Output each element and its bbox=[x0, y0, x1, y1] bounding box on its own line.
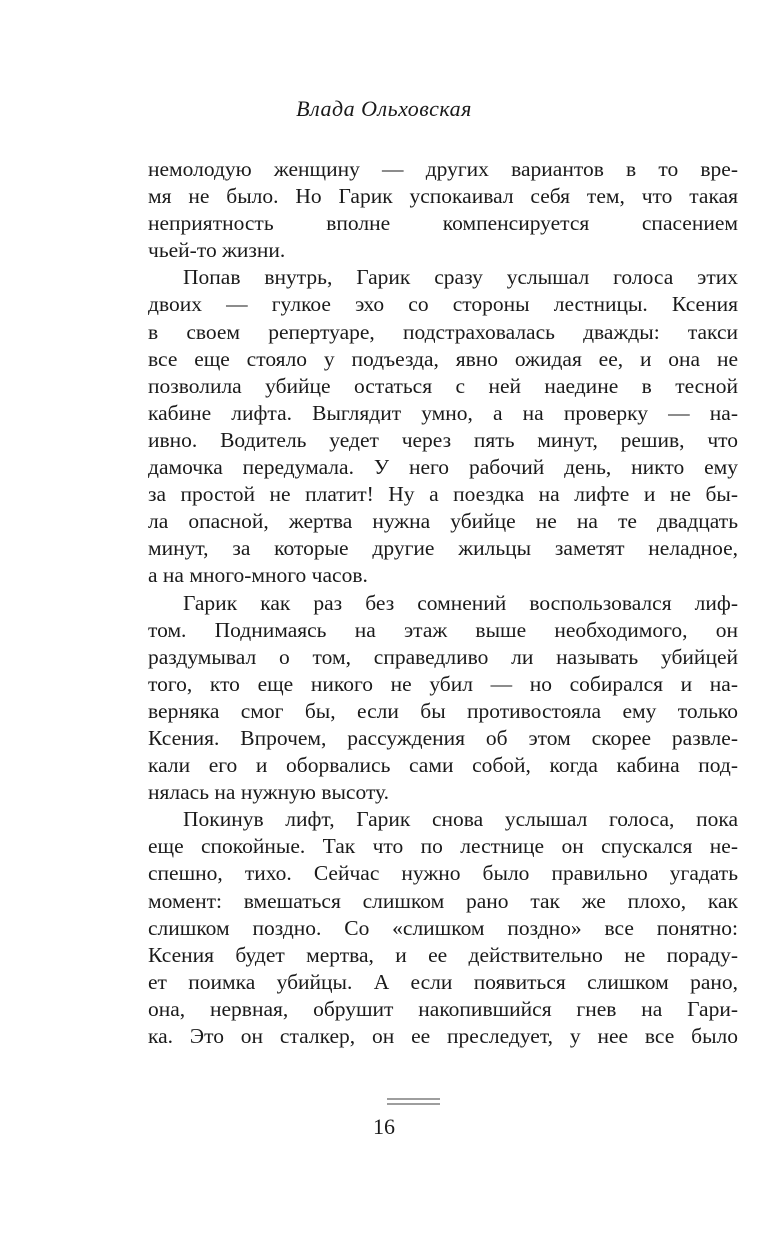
text-line: еще спокойные. Так что по лестнице он спускался не- bbox=[148, 834, 738, 859]
text-line: чьей-то жизни. bbox=[148, 238, 286, 263]
paragraph bbox=[148, 806, 738, 1050]
text-line: за простой не платит! Ну а поездка на лифте и не бы- bbox=[148, 482, 738, 507]
text-line: том. Поднимаясь на этаж выше необходимого, он bbox=[148, 617, 738, 642]
text-line: того, кто еще никого не убил — но собирался и на- bbox=[148, 671, 738, 696]
body-text bbox=[148, 156, 738, 1050]
paragraph bbox=[148, 156, 738, 264]
page-number: 16 bbox=[373, 1114, 395, 1139]
text-line: слишком поздно. Со «слишком поздно» все понятно: bbox=[148, 915, 738, 940]
text-line: дамочка передумала. У него рабочий день, никто ему bbox=[148, 455, 738, 480]
text-line: нялась на нужную высоту. bbox=[148, 780, 390, 805]
text-line: Ксения. Впрочем, рассуждения об этом скорее развле- bbox=[148, 725, 738, 750]
text-line: а на много-много часов. bbox=[148, 563, 368, 588]
text-line: спешно, тихо. Сейчас нужно было правильно угадать bbox=[148, 861, 738, 886]
text-line: она, нервная, обрушит накопившийся гнев на Гари- bbox=[148, 996, 738, 1021]
folio-rule-bottom bbox=[387, 1103, 440, 1105]
text-line: кабине лифта. Выглядит умно, а на проверку — на- bbox=[148, 400, 738, 425]
text-line: все еще стояло у подъезда, явно ожидая ее, и она не bbox=[148, 346, 738, 371]
text-line: Покинув лифт, Гарик снова услышал голоса, пока bbox=[183, 807, 738, 832]
text-line: момент: вмешаться слишком рано так же плохо, как bbox=[148, 888, 738, 913]
text-line: минут, за которые другие жильцы заметят неладное, bbox=[148, 536, 738, 561]
text-line: ет поимка убийцы. А если появиться слишком рано, bbox=[148, 969, 738, 994]
text-line: двоих — гулкое эхо со стороны лестницы. Ксения bbox=[148, 292, 738, 317]
text-line: ка. Это он сталкер, он ее преследует, у нее все было bbox=[148, 1024, 738, 1048]
text-line: неприятность вполне компенсируется спасением bbox=[148, 211, 738, 236]
folio-rule-top bbox=[387, 1098, 440, 1100]
text-line: немолодую женщину — других вариантов в то вре- bbox=[148, 157, 738, 181]
text-line: ивно. Водитель уедет через пять минут, решив, что bbox=[148, 427, 738, 452]
paragraph bbox=[148, 264, 738, 589]
text-line: мя не было. Но Гарик успокаивал себя тем, что такая bbox=[148, 184, 738, 209]
text-line: Попав внутрь, Гарик сразу услышал голоса этих bbox=[183, 265, 738, 290]
text-line: в своем репертуаре, подстраховалась дважды: такси bbox=[148, 319, 738, 344]
text-line: Гарик как раз без сомнений воспользовался лиф- bbox=[183, 590, 738, 615]
text-line: верняка смог бы, если бы противостояла ему только bbox=[148, 698, 738, 723]
text-line: раздумывал о том, справедливо ли называть убийцей bbox=[148, 644, 738, 669]
text-line: Ксения будет мертва, и ее действительно не пораду- bbox=[148, 942, 738, 967]
paragraph bbox=[148, 590, 738, 807]
text-line: кали его и оборвались сами собой, когда кабина под- bbox=[148, 753, 738, 778]
text-line: позволила убийце остаться с ней наедине в тесной bbox=[148, 373, 738, 398]
text-line: ла опасной, жертва нужна убийце не на те двадцать bbox=[148, 509, 738, 534]
running-head-author: Влада Ольховская bbox=[296, 96, 472, 121]
